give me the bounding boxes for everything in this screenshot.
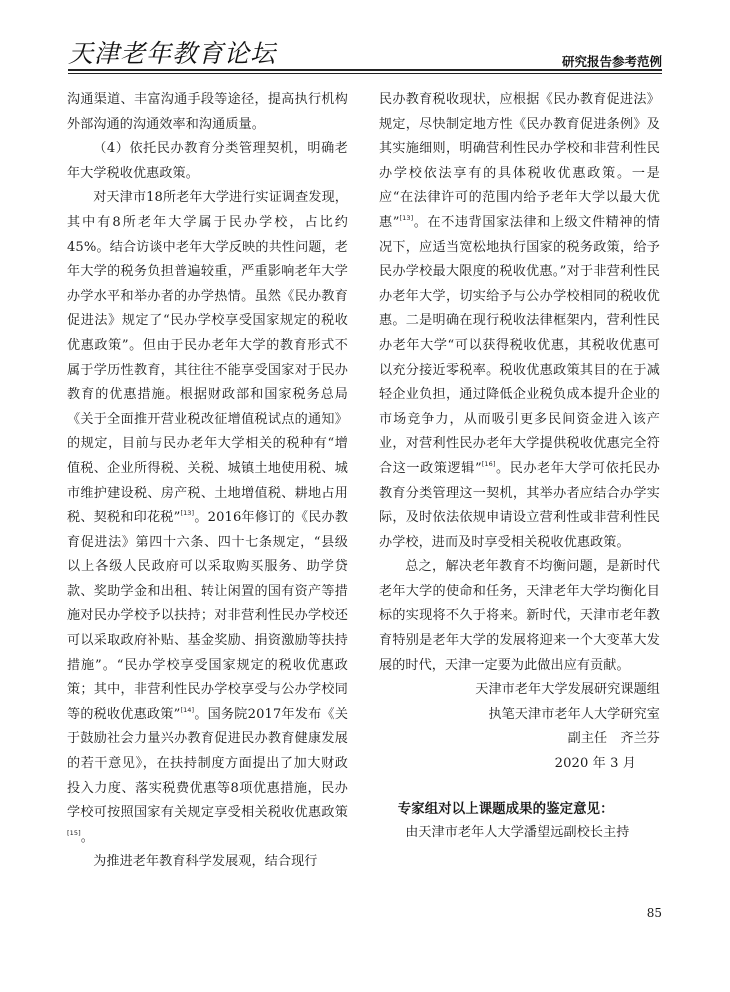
left-column [67,88,348,875]
right-column [379,88,660,845]
section-heading-4: （4）依托民办教育分类管理契机，明确老年大学税收优惠政策。 [67,141,348,181]
citation-14: [14] [180,705,195,714]
paragraph-continued: 沟通渠道、丰富沟通手段等途径，提高执行机构外部沟通的沟通效率和沟通质量。 [67,92,348,132]
journal-masthead: 天津老年教育论坛 [68,39,277,68]
text-run: 民办教育税收现状，应根据《民办教育促进法》规定，尽快制定地方性《民办教育促进条例》及其实施细则，明确营利性民办学校和非营利性民办学校依法享有的具体税收优惠政策。一是应“在法律许可的范围内给予老年大学以最大优惠” [379,92,660,230]
text-run: 。2016年修订的《民办教育促进法》第四十六条、四十七条规定，“县级以上各级人民政府可以采取购买服务、助学贷款、奖助学金和出租、转让闲置的国有资产等措施对民办学校予以扶持；对非营利性民办学校还可以采取政府补贴、基金奖励、捐资激励等扶持措施”。“民办学校享受国家规定的税收优惠政策；其中，非营利性民办学校享受与公办学校同等的税收优惠政策” [67,510,349,722]
signature-author-unit: 执笔天津市老年人大学研究室 [488,706,660,722]
citation-16: [16] [481,459,496,468]
paragraph-recommendation-start: 为推进老年教育科学发展观，结合现行 [93,854,318,870]
paragraph-recommendation [379,88,660,555]
text-run: 对天津市18所老年大学进行实证调查发现，其中有8所老年大学属于民办学校，占比约45%。结合访谈中老年大学反映的共性问题，老年大学的税务负担普遍较重，严重影响老年大学办学水平和举办者的办学热情。虽然《民办教育促进法》规定了“民办学校享受国家规定的税收优惠政策”。但由于民办老年大学的教育形式不属于学历性教育，其往往不能享受国家对于民办教育的优惠措施。根据财政部和国家税务总局《关于全面推开营业税改征增值税试点的通知》的规定，目前与民办老年大学相关的税种有“增值税、企业所得税、关税、城镇土地使用税、城市维护建设税、房产税、土地增值税、耕地占用税、契税和印花税” [67,190,348,526]
header-rule-thick [68,69,662,71]
page-number: 85 [646,906,662,920]
citation-15: [15] [67,828,81,837]
section-label: 研究报告参考范例 [561,54,662,69]
paragraph-conclusion: 总之，解决老年教育不均衡问题，是新时代老年大学的使命和任务，天津老年大学均衡化目标的实现将不久于将来。新时代，天津市老年教育特别是老年大学的发展将迎来一个大变革大发展的时代，天津一定要为此做出应有贡献。 [379,559,660,673]
text-run: 。国务院2017年发布《关于鼓励社会力量兴办教育促进民办教育健康发展的若干意见》，在扶持制度方面提出了加大财政投入力度、落实税费优惠等8项优惠措施，民办学校可按照国家有关规定享受相关税收优惠政策 [67,706,349,821]
paragraph-tax-survey [67,186,348,850]
text-run: 。 [80,829,94,845]
citation-13: [13] [180,509,195,518]
signature-date: 2020 年 3 月 [554,756,636,772]
signature-block [379,678,660,776]
text-run: 。民办老年大学可依托民办教育分类管理这一契机，其举办者应结合办学实际，及时依法依规申请设立营利性或非营利性民办学校，进而及时享受相关税收优惠政策。 [379,460,660,550]
citation-13: [13] [399,213,414,222]
header-rule-thin [68,73,662,74]
signature-author-name: 副主任 齐兰芬 [567,731,660,747]
expert-opinion-text: 由天津市老年人大学潘望远副校长主持 [405,824,630,840]
expert-opinion-heading: 专家组对以上课题成果的鉴定意见： [397,801,614,817]
text-run: 。在不违背国家法律和上级文件精神的情况下，应适当宽松地执行国家的税务政策，给予民办学校最大限度的税收优惠。”对于非营利性民办老年大学，切实给予与公办学校相同的税收优惠。二是明确在现行税收法律框架内，营利性民办老年大学“可以获得税收优惠，其税收优惠可以充分接近零税率。税收优惠政策其目的在于减轻企业负担，通过降低企业税负成本提升企业的市场竞争力，从而吸引更多民间资金进入该产业，对营利性民办老年大学提供税收优惠完全符合这一政策逻辑” [379,214,660,476]
signature-group: 天津市老年大学发展研究课题组 [475,682,660,698]
